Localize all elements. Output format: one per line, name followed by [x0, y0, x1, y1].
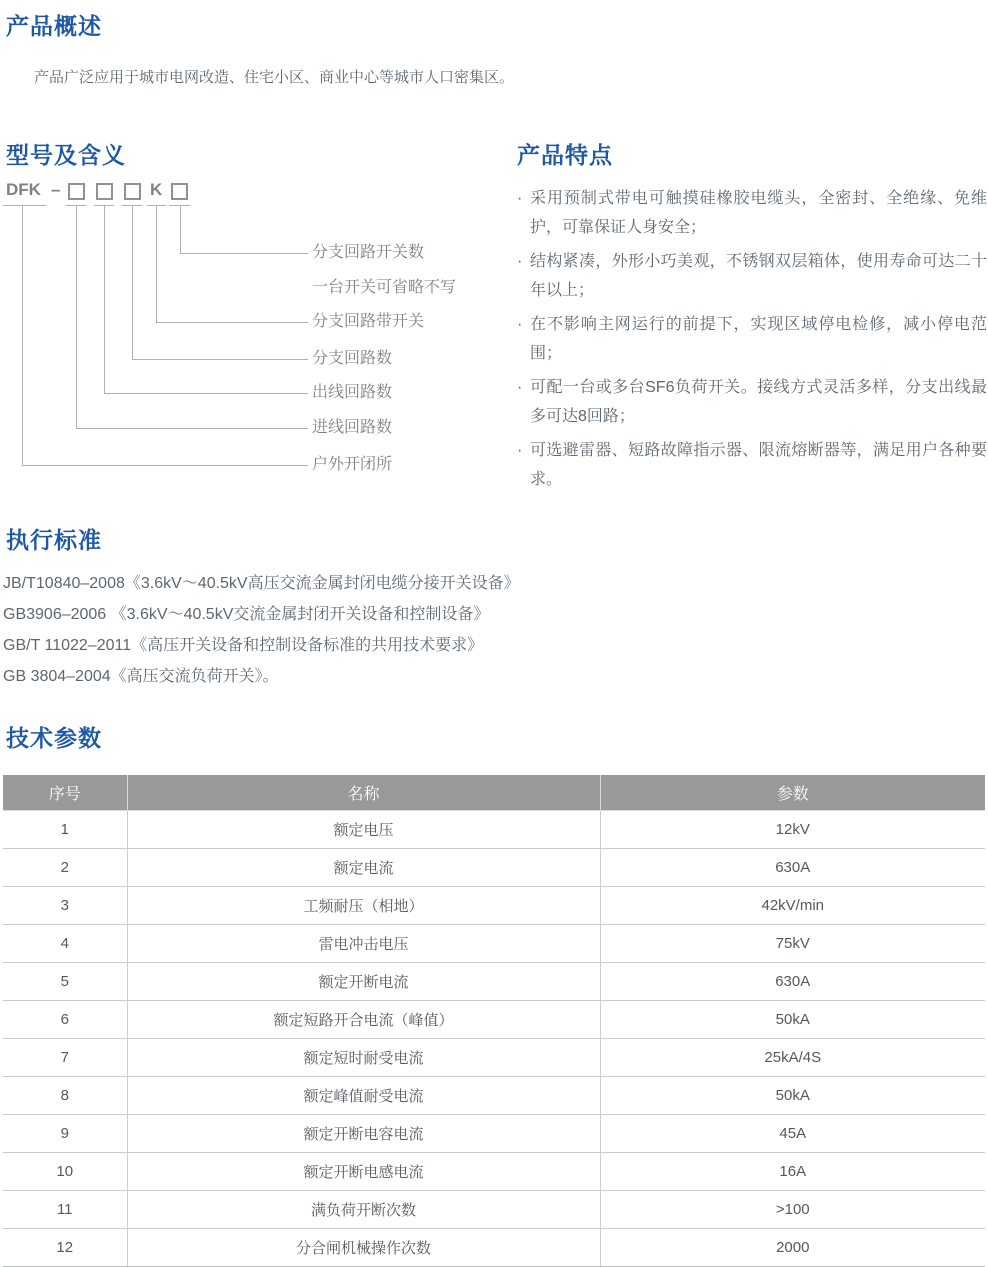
table-row	[3, 887, 985, 925]
cell-value: 45A	[600, 1115, 985, 1153]
table-header-row	[3, 775, 985, 811]
cell-value: >100	[600, 1191, 985, 1229]
model-label-outdoor-station: 户外开闭所	[312, 456, 393, 473]
cell-name: 额定短时耐受电流	[127, 1039, 600, 1077]
cell-serial: 3	[3, 887, 127, 925]
standard-item: JB/T10840–2008《3.6kV～40.5kV高压交流金属封闭电缆分接开关设备》	[3, 575, 520, 592]
cell-name: 额定短路开合电流（峰值）	[127, 1001, 600, 1039]
table-row	[3, 1001, 985, 1039]
model-box-inlet	[68, 183, 85, 200]
model-box-branch	[124, 183, 141, 200]
standard-item: GB/T 11022–2011《高压开关设备和控制设备标准的共用技术要求》	[3, 637, 484, 654]
model-prefix: DFK	[6, 180, 41, 199]
bullet-dot: ·	[517, 379, 523, 396]
feature-item	[517, 310, 987, 368]
cell-name: 满负荷开断次数	[127, 1191, 600, 1229]
cell-serial: 9	[3, 1115, 127, 1153]
cell-serial: 11	[3, 1191, 127, 1229]
cell-value: 50kA	[600, 1077, 985, 1115]
cell-value: 630A	[600, 849, 985, 887]
cell-serial: 2	[3, 849, 127, 887]
standard-item: GB3906–2006 《3.6kV～40.5kV交流金属封闭开关设备和控制设备》	[3, 606, 490, 623]
cell-value: 16A	[600, 1153, 985, 1191]
cell-serial: 12	[3, 1229, 127, 1267]
cell-value: 50kA	[600, 1001, 985, 1039]
table-row	[3, 1229, 985, 1267]
model-title: 型号及含义	[6, 142, 126, 168]
model-box-outlet	[96, 183, 113, 200]
model-label-inlet-count: 进线回路数	[312, 419, 393, 436]
cell-name: 额定电压	[127, 811, 600, 849]
cell-value: 42kV/min	[600, 887, 985, 925]
cell-value: 2000	[600, 1229, 985, 1267]
header-serial: 序号	[3, 775, 127, 811]
feature-item	[517, 373, 987, 431]
feature-item	[517, 184, 987, 242]
cell-serial: 5	[3, 963, 127, 1001]
bullet-dot: ·	[517, 316, 523, 333]
feature-text: 采用预制式带电可触摸硅橡胶电缆头，全密封、全绝缘、免维护，可靠保证人身安全；	[530, 190, 987, 236]
standards-title: 执行标准	[6, 527, 102, 553]
model-label-branch-switch: 分支回路带开关	[312, 313, 425, 330]
model-box-switch-count	[171, 183, 188, 200]
table-row	[3, 1077, 985, 1115]
model-label-outlet-count: 出线回路数	[312, 384, 393, 401]
model-label-switch-count: 分支回路开关数	[312, 244, 425, 261]
table-row	[3, 963, 985, 1001]
cell-name: 额定开断电感电流	[127, 1153, 600, 1191]
feature-item	[517, 247, 987, 305]
table-row	[3, 1115, 985, 1153]
model-code-diagram	[0, 180, 470, 485]
cell-value: 630A	[600, 963, 985, 1001]
cell-name: 额定峰值耐受电流	[127, 1077, 600, 1115]
feature-text: 结构紧凑，外形小巧美观，不锈钢双层箱体，使用寿命可达二十年以上；	[530, 253, 987, 299]
cell-serial: 4	[3, 925, 127, 963]
cell-value: 25kA/4S	[600, 1039, 985, 1077]
table-row	[3, 1191, 985, 1229]
standard-item: GB 3804–2004《高压交流负荷开关》。	[3, 668, 279, 685]
cell-name: 额定电流	[127, 849, 600, 887]
parameters-title: 技术参数	[6, 725, 102, 751]
bullet-dot: ·	[517, 442, 523, 459]
overview-title: 产品概述	[6, 13, 102, 39]
feature-item	[517, 436, 987, 494]
connector-outdoor-station	[22, 206, 308, 466]
table-row	[3, 849, 985, 887]
model-dash: –	[51, 180, 61, 199]
bullet-dot: ·	[517, 253, 523, 270]
model-label-omit-note: 一台开关可省略不写	[312, 279, 457, 296]
header-name: 名称	[127, 775, 600, 811]
header-parameter: 参数	[600, 775, 985, 811]
cell-serial: 7	[3, 1039, 127, 1077]
cell-serial: 6	[3, 1001, 127, 1039]
bullet-dot: ·	[517, 190, 523, 207]
table-row	[3, 811, 985, 849]
feature-text: 可选避雷器、短路故障指示器、限流熔断器等，满足用户各种要求。	[530, 442, 987, 488]
cell-name: 额定开断电容电流	[127, 1115, 600, 1153]
feature-text: 可配一台或多台SF6负荷开关。接线方式灵活多样，分支出线最多可达8回路；	[530, 379, 987, 425]
parameters-table	[3, 775, 985, 1267]
cell-value: 75kV	[600, 925, 985, 963]
standards-list	[3, 568, 623, 692]
cell-name: 分合闸机械操作次数	[127, 1229, 600, 1267]
cell-name: 雷电冲击电压	[127, 925, 600, 963]
features-list	[517, 184, 987, 499]
cell-value: 12kV	[600, 811, 985, 849]
cell-serial: 8	[3, 1077, 127, 1115]
model-switch-letter: K	[150, 180, 163, 199]
table-row	[3, 1039, 985, 1077]
overview-paragraph: 产品广泛应用于城市电网改造、住宅小区、商业中心等城市人口密集区。	[34, 69, 515, 86]
model-label-branch-count: 分支回路数	[312, 350, 393, 367]
features-title: 产品特点	[517, 142, 613, 168]
table-row	[3, 925, 985, 963]
cell-serial: 1	[3, 811, 127, 849]
table-row	[3, 1153, 985, 1191]
cell-name: 额定开断电流	[127, 963, 600, 1001]
feature-text: 在不影响主网运行的前提下，实现区域停电检修，减小停电范围；	[530, 316, 987, 362]
cell-name: 工频耐压（相地）	[127, 887, 600, 925]
cell-serial: 10	[3, 1153, 127, 1191]
